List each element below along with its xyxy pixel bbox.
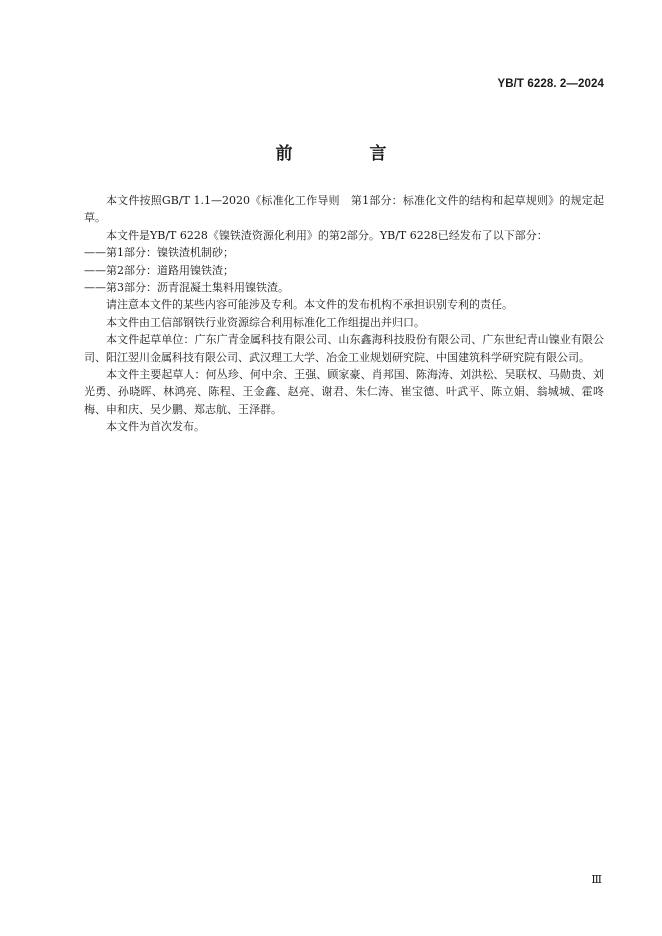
paragraph-drafters: 本文件主要起草人：何丛珍、何中余、王强、顾家豪、肖邦国、陈海涛、刘洪松、吴联权、马勋贵、刘光勇、孙晓晖、林鸿亮、陈程、王金鑫、赵亮、谢君、朱仁涛、崔宝德、叶武平、陈立娟、翁城城、霍咚梅、申和庆、吴少鹏、郑志航、王泽群。	[84, 368, 604, 416]
page-number: Ⅲ	[591, 874, 602, 886]
list-item-part-1: ——第1部分：镍铁渣机制砂；	[84, 246, 234, 260]
page-title: 前 言	[275, 144, 417, 164]
paragraph-drafting-rules: 本文件按照GB/T 1.1—2020《标准化工作导则 第1部分：标准化文件的结构和起草规则》的规定起草。	[84, 194, 604, 225]
paragraph-patent-notice: 请注意本文件的某些内容可能涉及专利。本文件的发布机构不承担识别专利的责任。	[106, 298, 513, 312]
standard-code: YB/T 6228. 2—2024	[497, 78, 604, 90]
list-item-part-2: ——第2部分：道路用镍铁渣；	[84, 263, 234, 277]
document-body	[84, 192, 604, 436]
paragraph-drafting-units: 本文件起草单位：广东广青金属科技有限公司、山东鑫海科技股份有限公司、广东世纪青山镍业有限公司、阳江翌川金属科技有限公司、武汉理工大学、冶金工业规划研究院、中国建筑科学研究院有限公司。	[84, 333, 604, 364]
paragraph-series-intro: 本文件是YB/T 6228《镍铁渣资源化利用》的第2部分。YB/T 6228已经发布了以下部分：	[106, 228, 548, 242]
paragraph-proposer: 本文件由工信部钢铁行业资源综合利用标准化工作组提出并归口。	[106, 315, 425, 329]
list-item-part-3: ——第3部分：沥青混凝土集料用镍铁渣。	[84, 281, 289, 295]
paragraph-first-edition: 本文件为首次发布。	[106, 420, 205, 434]
